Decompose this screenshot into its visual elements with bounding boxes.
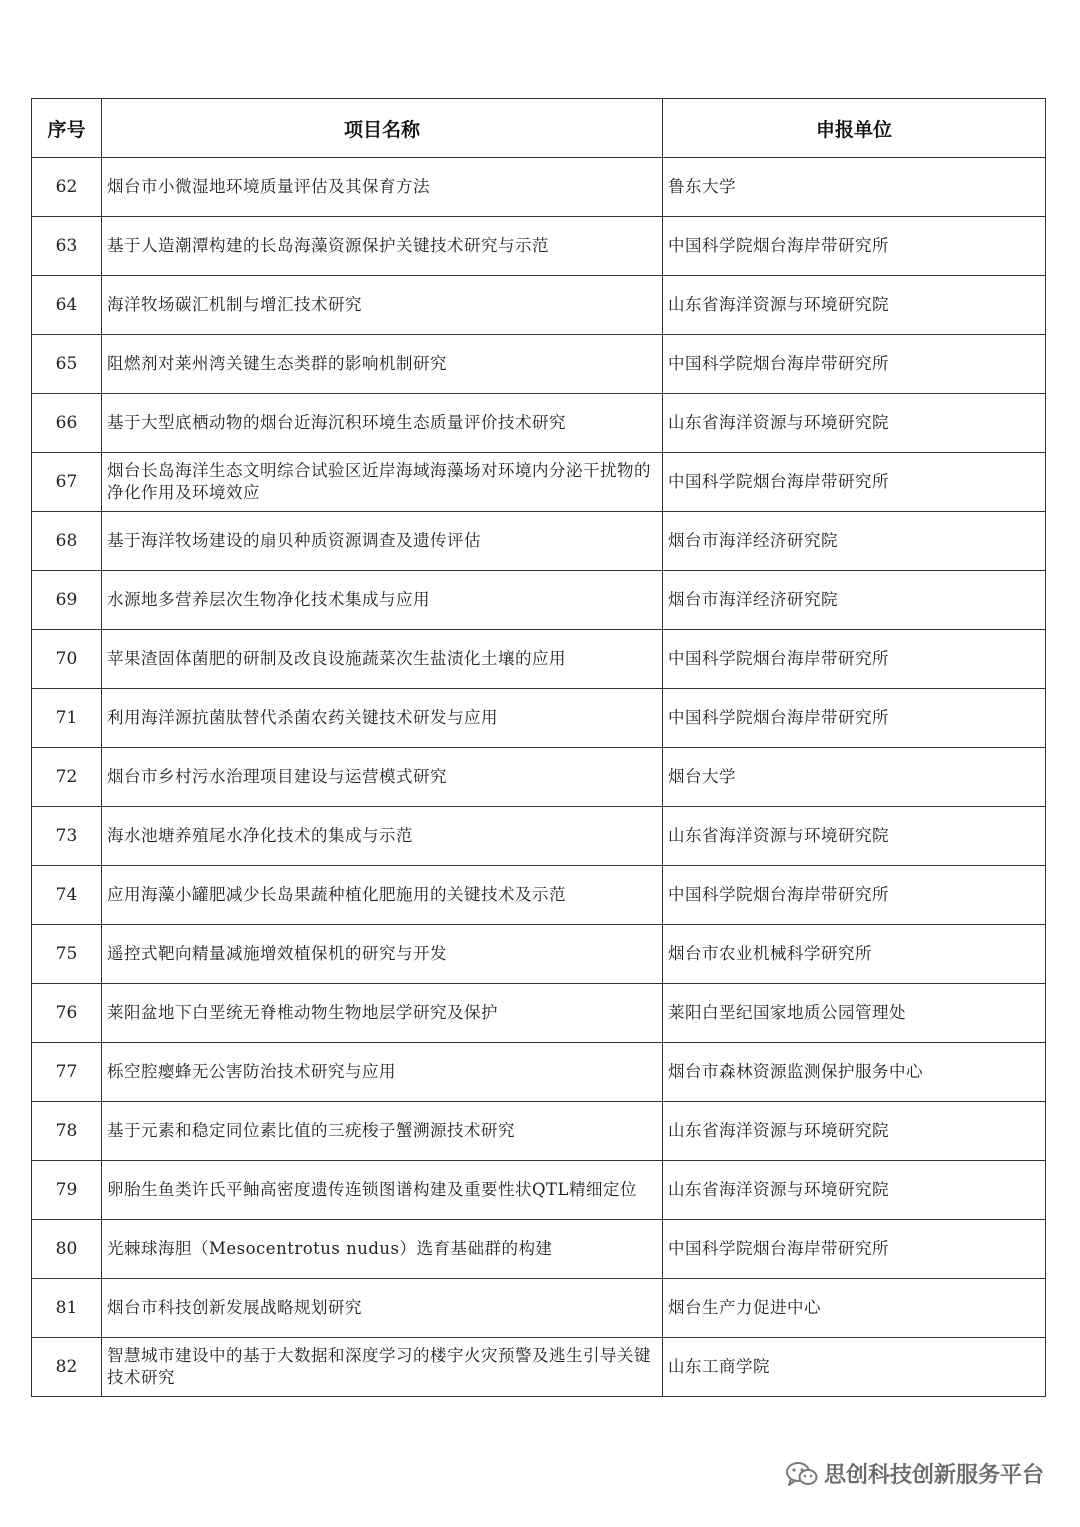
cell-project-name: 基于人造潮潭构建的长岛海藻资源保护关键技术研究与示范	[102, 217, 663, 276]
cell-seq: 72	[32, 748, 102, 807]
table-row	[32, 276, 1046, 335]
table-row	[32, 925, 1046, 984]
cell-project-name: 海水池塘养殖尾水净化技术的集成与示范	[102, 807, 663, 866]
cell-seq: 69	[32, 571, 102, 630]
table-row	[32, 158, 1046, 217]
cell-applicant: 烟台市海洋经济研究院	[663, 512, 1046, 571]
cell-applicant: 中国科学院烟台海岸带研究所	[663, 453, 1046, 512]
table-row	[32, 1161, 1046, 1220]
wechat-icon	[786, 1461, 818, 1487]
cell-seq: 78	[32, 1102, 102, 1161]
cell-seq: 66	[32, 394, 102, 453]
table-body	[32, 158, 1046, 1397]
table-row	[32, 571, 1046, 630]
cell-applicant: 中国科学院烟台海岸带研究所	[663, 335, 1046, 394]
table-row	[32, 807, 1046, 866]
cell-applicant: 山东省海洋资源与环境研究院	[663, 1161, 1046, 1220]
cell-project-name: 烟台市乡村污水治理项目建设与运营模式研究	[102, 748, 663, 807]
cell-seq: 82	[32, 1338, 102, 1397]
cell-project-name: 应用海藻小罐肥减少长岛果蔬种植化肥施用的关键技术及示范	[102, 866, 663, 925]
cell-project-name: 基于海洋牧场建设的扇贝种质资源调查及遗传评估	[102, 512, 663, 571]
cell-applicant: 烟台市农业机械科学研究所	[663, 925, 1046, 984]
cell-seq: 64	[32, 276, 102, 335]
cell-seq: 73	[32, 807, 102, 866]
header-seq: 序号	[32, 99, 102, 158]
cell-project-name: 智慧城市建设中的基于大数据和深度学习的楼宇火灾预警及逃生引导关键技术研究	[102, 1338, 663, 1397]
cell-applicant: 中国科学院烟台海岸带研究所	[663, 1220, 1046, 1279]
cell-applicant: 莱阳白垩纪国家地质公园管理处	[663, 984, 1046, 1043]
header-project-name: 项目名称	[102, 99, 663, 158]
table-row	[32, 748, 1046, 807]
cell-applicant: 山东省海洋资源与环境研究院	[663, 394, 1046, 453]
cell-applicant: 鲁东大学	[663, 158, 1046, 217]
cell-applicant: 山东省海洋资源与环境研究院	[663, 807, 1046, 866]
cell-applicant: 烟台生产力促进中心	[663, 1279, 1046, 1338]
cell-seq: 79	[32, 1161, 102, 1220]
cell-seq: 67	[32, 453, 102, 512]
table-row	[32, 512, 1046, 571]
cell-applicant: 山东省海洋资源与环境研究院	[663, 1102, 1046, 1161]
cell-applicant: 烟台大学	[663, 748, 1046, 807]
table-row	[32, 1102, 1046, 1161]
cell-project-name: 莱阳盆地下白垩统无脊椎动物生物地层学研究及保护	[102, 984, 663, 1043]
table-row	[32, 335, 1046, 394]
cell-applicant: 烟台市森林资源监测保护服务中心	[663, 1043, 1046, 1102]
cell-seq: 68	[32, 512, 102, 571]
project-table	[31, 98, 1046, 1397]
cell-project-name: 苹果渣固体菌肥的研制及改良设施蔬菜次生盐渍化土壤的应用	[102, 630, 663, 689]
cell-applicant: 中国科学院烟台海岸带研究所	[663, 217, 1046, 276]
cell-applicant: 中国科学院烟台海岸带研究所	[663, 630, 1046, 689]
cell-applicant: 山东省海洋资源与环境研究院	[663, 276, 1046, 335]
cell-seq: 70	[32, 630, 102, 689]
cell-applicant: 中国科学院烟台海岸带研究所	[663, 689, 1046, 748]
cell-project-name: 烟台市科技创新发展战略规划研究	[102, 1279, 663, 1338]
cell-project-name: 水源地多营养层次生物净化技术集成与应用	[102, 571, 663, 630]
cell-seq: 75	[32, 925, 102, 984]
cell-seq: 65	[32, 335, 102, 394]
cell-project-name: 栎空腔瘿蜂无公害防治技术研究与应用	[102, 1043, 663, 1102]
cell-project-name: 利用海洋源抗菌肽替代杀菌农药关键技术研发与应用	[102, 689, 663, 748]
table-row	[32, 217, 1046, 276]
cell-seq: 76	[32, 984, 102, 1043]
cell-project-name: 海洋牧场碳汇机制与增汇技术研究	[102, 276, 663, 335]
table-row	[32, 1338, 1046, 1397]
cell-project-name: 烟台市小微湿地环境质量评估及其保育方法	[102, 158, 663, 217]
cell-seq: 74	[32, 866, 102, 925]
header-applicant: 申报单位	[663, 99, 1046, 158]
cell-project-name: 烟台长岛海洋生态文明综合试验区近岸海域海藻场对环境内分泌干扰物的净化作用及环境效应	[102, 453, 663, 512]
table-row	[32, 984, 1046, 1043]
table-row	[32, 1043, 1046, 1102]
cell-project-name: 遥控式靶向精量减施增效植保机的研究与开发	[102, 925, 663, 984]
cell-seq: 63	[32, 217, 102, 276]
cell-applicant: 中国科学院烟台海岸带研究所	[663, 866, 1046, 925]
cell-seq: 81	[32, 1279, 102, 1338]
cell-seq: 62	[32, 158, 102, 217]
cell-project-name: 基于大型底栖动物的烟台近海沉积环境生态质量评价技术研究	[102, 394, 663, 453]
table-row	[32, 1220, 1046, 1279]
table-row	[32, 866, 1046, 925]
table-row	[32, 689, 1046, 748]
table-row	[32, 1279, 1046, 1338]
cell-seq: 80	[32, 1220, 102, 1279]
cell-project-name: 卵胎生鱼类许氏平鲉高密度遗传连锁图谱构建及重要性状QTL精细定位	[102, 1161, 663, 1220]
table-row	[32, 453, 1046, 512]
cell-project-name: 阻燃剂对莱州湾关键生态类群的影响机制研究	[102, 335, 663, 394]
cell-seq: 77	[32, 1043, 102, 1102]
cell-applicant: 烟台市海洋经济研究院	[663, 571, 1046, 630]
table-header-row	[32, 99, 1046, 158]
watermark-text: 思创科技创新服务平台	[823, 1463, 1044, 1488]
cell-project-name: 基于元素和稳定同位素比值的三疣梭子蟹溯源技术研究	[102, 1102, 663, 1161]
cell-seq: 71	[32, 689, 102, 748]
table-row	[32, 630, 1046, 689]
watermark	[786, 1458, 1044, 1489]
table-row	[32, 394, 1046, 453]
cell-project-name: 光棘球海胆（Mesocentrotus nudus）选育基础群的构建	[102, 1220, 663, 1279]
cell-applicant: 山东工商学院	[663, 1338, 1046, 1397]
